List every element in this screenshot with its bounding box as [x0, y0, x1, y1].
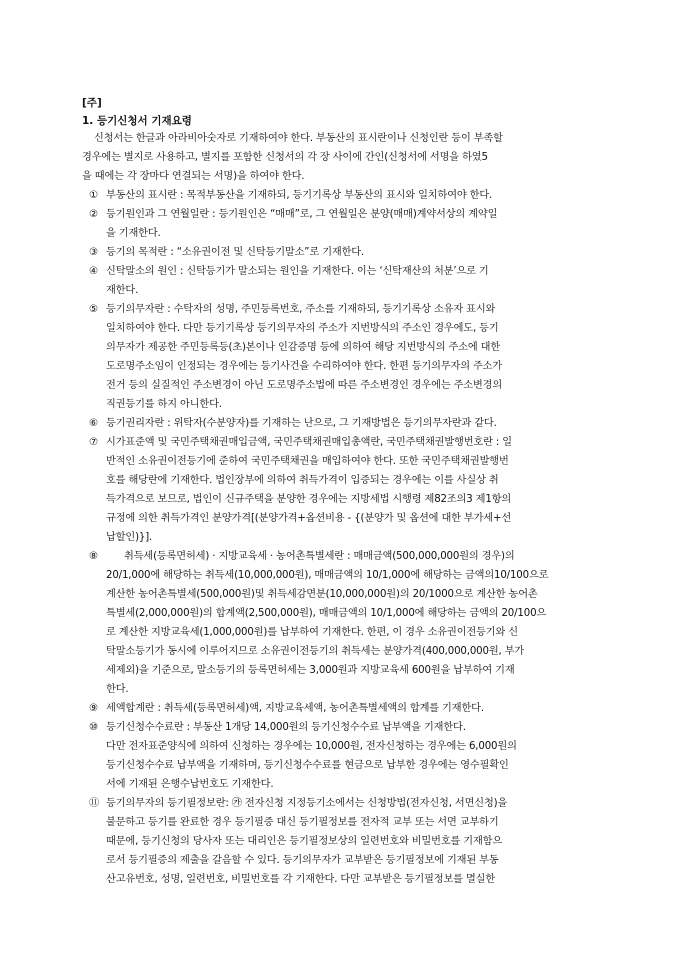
item-line: 등기의무자의 등기필정보란: ㉮ 전자신청 지정등기소에서는 신청방법(전자신청, 서면신청)을	[106, 798, 508, 809]
item-line: 한다.	[106, 684, 129, 695]
item-line: 세제외)을 기준으로, 말소등기의 등록면허세는 3,000원과 지방교육세 600원을 납부하여 기재	[106, 665, 515, 676]
item-line: 등기원인과 그 연월일란 : 등기원인은 “매매”로, 그 연월일은 분양(매매)계약서상의 계약일	[106, 209, 498, 220]
item-line: 도로명주소임이 인정되는 경우에는 등기사건을 수리하여야 한다. 한편 등기의무자의 주소가	[106, 361, 503, 372]
item-line: 때문에, 등기신청의 당사자 또는 대리인은 등기필정보상의 일련번호와 비밀번호를 기재함으	[106, 836, 503, 847]
item-number: ⑥	[89, 418, 99, 429]
item-number: ⑦	[89, 437, 99, 448]
item-number: ⑨	[89, 703, 99, 714]
item-line: 등기의 목적란 : “소유권이전 및 신탁등기말소”로 기재한다.	[106, 247, 365, 258]
item-line: 일치하여야 한다. 다만 등기기록상 등기의무자의 주소가 지번방식의 주소인 경우에도, 등기	[106, 323, 499, 334]
item-line: 의무자가 제공한 주민등록등(초)본이나 인감증명 등에 의하여 해당 지번방식의 주소에 대한	[106, 342, 501, 353]
item-line: 세액합계란 : 취득세(등록면허세)액, 지방교육세액, 농어촌특별세액의 합계를 기재한다.	[106, 703, 484, 714]
item-line: 로 계산한 지방교육세(1,000,000원)를 납부하여 기재한다. 한편, 이 경우 소유권이전등기와 신	[106, 627, 518, 638]
item-line: 직권등기를 하지 아니한다.	[106, 399, 222, 410]
item-line: 납할인)}].	[106, 532, 153, 543]
item-line: 재한다.	[106, 285, 139, 296]
item-number: ②	[89, 209, 99, 220]
item-line: 로서 등기필증의 제출을 갈음할 수 있다. 등기의무자가 교부받은 등기필정보에 기재된 부동	[106, 855, 499, 866]
item-line: 20/1,000에 해당하는 취득세(10,000,000원), 매매금액의 10/1,000에 해당하는 금액의10/100으로	[106, 570, 549, 581]
item-line: 특별세(2,000,000원)의 합계액(2,500,000원), 매매금액의 10/1,000에 해당하는 금액의 20/100으	[106, 608, 547, 619]
item-line: 신탁말소의 원인 : 신탁등기가 말소되는 원인을 기재한다. 이는 ‘신탁재산의 처분’으로 기	[106, 266, 489, 277]
item-number: ⑪	[89, 798, 100, 809]
item-line: 전거 등의 실질적인 주소변경이 아닌 도로명주소법에 따른 주소변경인 경우에는 주소변경의	[106, 380, 503, 391]
item-line: 다만 전자표준양식에 의하여 신청하는 경우에는 10,000원, 전자신청하는 경우에는 6,000원의	[106, 741, 517, 752]
item-line: 득가격으로 보므로, 법인이 신규주택을 분양한 경우에는 지방세법 시행령 제82조의3 제1항의	[106, 494, 512, 505]
item-line: 등기권리자란 : 위탁자(수분양자)를 기재하는 난으로, 그 기재방법은 등기의무자란과 같다.	[106, 418, 497, 429]
item-number: ①	[89, 190, 99, 201]
item-line: 불문하고 등기를 완료한 경우 등기필증 대신 등기필정보를 전자적 교부 또는 서면 교부하기	[106, 817, 499, 828]
item-line: 등기신청수수료란 : 부동산 1개당 14,000원의 등기신청수수료 납부액을 기재한다.	[106, 722, 466, 733]
item-line: 서에 기재된 은행수납번호도 기재한다.	[106, 779, 274, 790]
intro-line: 신청서는 한글과 아라비아숫자로 기재하여야 한다. 부동산의 표시란이나 신청인란 등이 부족할	[94, 133, 503, 144]
item-line: 시가표준액 및 국민주택채권매입금액, 국민주택채권매입총액란, 국민주택채권발행번호란 : 일	[106, 437, 512, 448]
item-number: ③	[89, 247, 99, 258]
item-line: 계산한 농어촌특별세(500,000원)및 취득세감면분(10,000,000원)의 20/1000으로 계산한 농어촌	[106, 589, 538, 600]
item-line: 부동산의 표시란 : 목적부동산을 기재하되, 등기기록상 부동산의 표시와 일치하여야 한다.	[106, 190, 493, 201]
item-number: ⑧	[89, 551, 99, 562]
item-number: ⑤	[89, 304, 99, 315]
item-line: 호를 해당란에 기재한다. 법인장부에 의하여 취득가격이 입증되는 경우에는 이를 사실상 취	[106, 475, 499, 486]
item-number: ⑩	[89, 722, 99, 733]
item-line: 을 기재한다.	[106, 228, 161, 239]
item-line: 탁말소등기가 동시에 이루어지므로 소유권이전등기의 취득세는 분양가격(400,000,000원, 부가	[106, 646, 525, 657]
intro-line: 을 때에는 각 장마다 연결되는 서명)을 하여야 한다.	[82, 171, 305, 182]
item-line: 산고유번호, 성명, 일련번호, 비밀번호를 각 기재한다. 다만 교부받은 등기필정보를 멸실한	[106, 874, 496, 885]
note-marker: [주]	[82, 97, 102, 109]
item-line: 반적인 소유권이전등기에 준하여 국민주택채권을 매입하여야 한다. 또한 국민주택채권발행번	[106, 456, 509, 467]
item-number: ④	[89, 266, 99, 277]
item-line: 취득세(등록면허세) · 지방교육세 · 농어촌특별세란 : 매매금액(500,000,000원의 경우)의	[124, 551, 515, 562]
item-line: 규정에 의한 취득가격인 분양가격[(분양가격+옵션비용 - {(분양가 및 옵션에 대한 부가세+선	[106, 513, 512, 524]
intro-line: 경우에는 별지로 사용하고, 별지를 포함한 신청서의 각 장 사이에 간인(신청서에 서명을 하였5	[82, 152, 488, 163]
item-line: 등기신청수수료 납부액을 기재하며, 등기신청수수료를 현금으로 납부한 경우에는 영수필확인	[106, 760, 509, 771]
item-line: 등기의무자란 : 수탁자의 성명, 주민등록번호, 주소를 기재하되, 등기기록상 소유자 표시와	[106, 304, 496, 315]
section-title: 1. 등기신청서 기재요령	[82, 115, 192, 127]
